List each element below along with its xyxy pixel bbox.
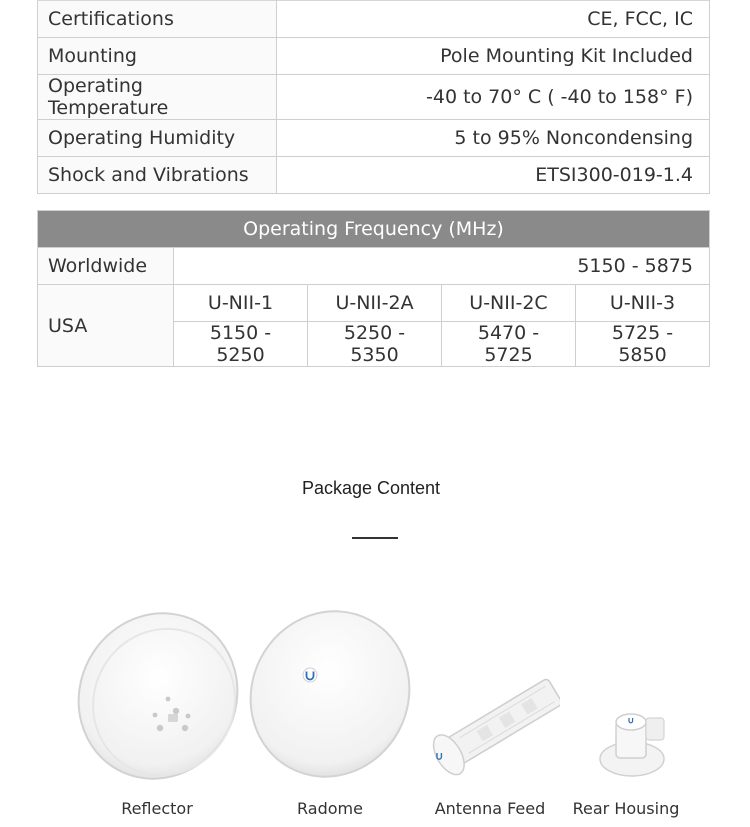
package-content-title: Package Content xyxy=(301,478,441,498)
band-range-unii-2a: 5250 - 5350 xyxy=(308,322,442,367)
specifications-table xyxy=(37,0,710,194)
package-content-list xyxy=(0,600,750,827)
reflector-dish-icon xyxy=(72,600,242,790)
table-row xyxy=(38,1,710,38)
package-item-label: Radome xyxy=(297,799,363,818)
rear-housing-icon xyxy=(566,600,686,790)
package-item-label: Reflector xyxy=(121,799,193,818)
spec-label-shock-vibrations: Shock and Vibrations xyxy=(38,157,277,194)
spec-value-shock-vibrations: ETSI300-019-1.4 xyxy=(277,157,710,194)
list-item xyxy=(420,600,560,827)
spec-value-operating-temperature: -40 to 70° C ( -40 to 158° F) xyxy=(277,75,710,120)
band-name-unii-3: U-NII-3 xyxy=(576,285,710,322)
spec-label-operating-humidity: Operating Humidity xyxy=(38,120,277,157)
table-row xyxy=(38,285,710,322)
spec-label-mounting: Mounting xyxy=(38,38,277,75)
operating-frequency-table xyxy=(37,210,710,367)
frequency-table-title: Operating Frequency (MHz) xyxy=(38,211,710,248)
radome-icon xyxy=(246,600,414,790)
spec-value-operating-humidity: 5 to 95% Noncondensing xyxy=(277,120,710,157)
table-row xyxy=(38,120,710,157)
list-item xyxy=(566,600,686,827)
band-range-unii-3: 5725 - 5850 xyxy=(576,322,710,367)
band-range-unii-2c: 5470 - 5725 xyxy=(442,322,576,367)
band-name-unii-1: U-NII-1 xyxy=(174,285,308,322)
spec-label-operating-temperature: Operating Temperature xyxy=(38,75,277,120)
band-name-unii-2c: U-NII-2C xyxy=(442,285,576,322)
list-item xyxy=(246,600,414,827)
band-name-unii-2a: U-NII-2A xyxy=(308,285,442,322)
worldwide-label: Worldwide xyxy=(38,248,174,285)
spec-label-certifications: Certifications xyxy=(38,1,277,38)
table-row xyxy=(38,75,710,120)
list-item xyxy=(72,600,242,827)
table-header-row xyxy=(38,211,710,248)
table-row xyxy=(38,38,710,75)
package-item-label: Antenna Feed xyxy=(434,799,546,818)
table-row xyxy=(38,157,710,194)
usa-label: USA xyxy=(38,285,174,367)
worldwide-value: 5150 - 5875 xyxy=(174,248,710,285)
spec-value-certifications: CE, FCC, IC xyxy=(277,1,710,38)
spec-value-mounting: Pole Mounting Kit Included xyxy=(277,38,710,75)
package-item-label: Rear Housing xyxy=(572,799,680,818)
band-range-unii-1: 5150 - 5250 xyxy=(174,322,308,367)
antenna-feed-icon xyxy=(420,600,560,790)
section-divider xyxy=(352,537,398,539)
table-row xyxy=(38,248,710,285)
